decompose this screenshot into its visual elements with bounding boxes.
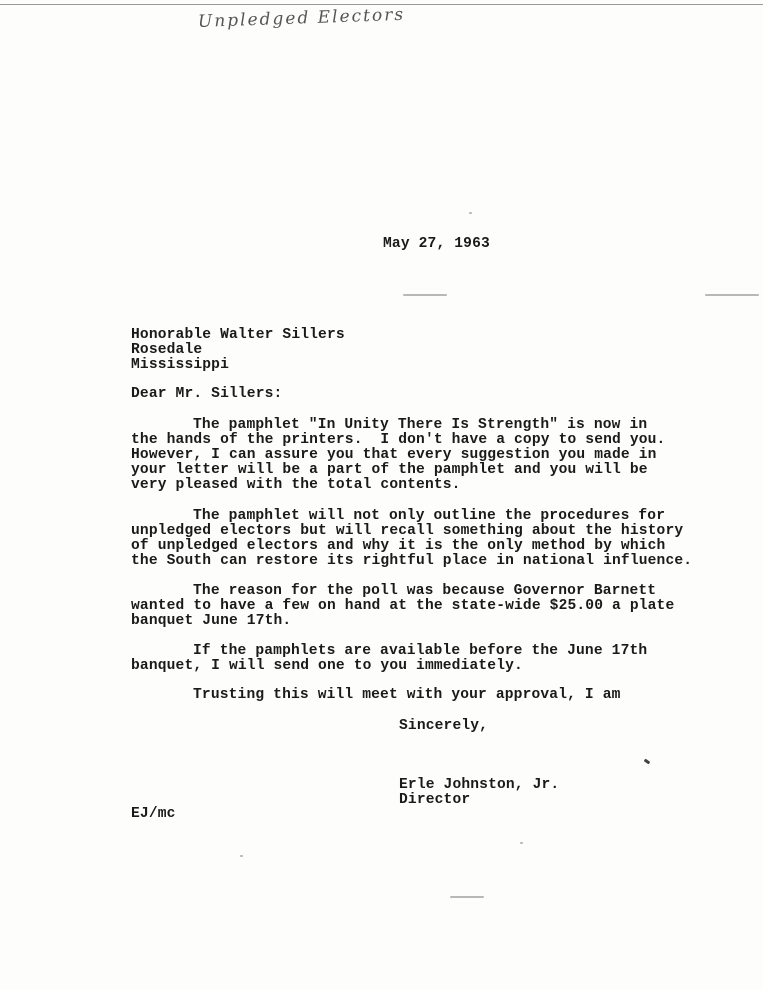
ink-mark [644,759,651,765]
body-line: banquet, I will send one to you immediately. [131,658,523,674]
recipient-city: Rosedale [131,342,203,358]
body-line: Trusting this will meet with your approval, I am [193,687,621,703]
letter-date: May 27, 1963 [383,236,490,252]
body-line: unpledged electors but will recall something about the history [131,523,684,539]
body-line: wanted to have a few on hand at the state-wide $25.00 a plate [131,598,675,614]
scan-speck [469,212,472,214]
body-line: However, I can assure you that every suggestion you made in [131,447,657,463]
handwritten-note: Unpledged Electors [197,4,406,32]
closing: Sincerely, [399,718,489,734]
reference-initials: EJ/mc [131,806,176,822]
body-line: banquet June 17th. [131,613,292,629]
body-line: of unpledged electors and why it is the only method by which [131,538,666,554]
body-line: The reason for the poll was because Governor Barnett [193,583,657,599]
body-line: your letter will be a part of the pamphlet and you will be [131,462,648,478]
body-line: the hands of the printers. I don't have a copy to send you. [131,432,666,448]
body-line: The pamphlet will not only outline the procedures for [193,508,666,524]
body-line: The pamphlet "In Unity There Is Strength" is now in [193,417,648,433]
body-line: very pleased with the total contents. [131,477,461,493]
scan-speck [450,896,484,898]
salutation: Dear Mr. Sillers: [131,386,283,402]
scan-speck [240,855,243,857]
body-line: If the pamphlets are available before the June 17th [193,643,648,659]
body-line: the South can restore its rightful place in national influence. [131,553,693,569]
recipient-state: Mississippi [131,357,229,373]
scan-speck [403,294,447,296]
signer-name: Erle Johnston, Jr. [399,777,560,793]
scan-speck [705,294,759,296]
recipient-name: Honorable Walter Sillers [131,327,345,343]
signer-title: Director [399,792,471,808]
scan-speck [520,842,523,844]
